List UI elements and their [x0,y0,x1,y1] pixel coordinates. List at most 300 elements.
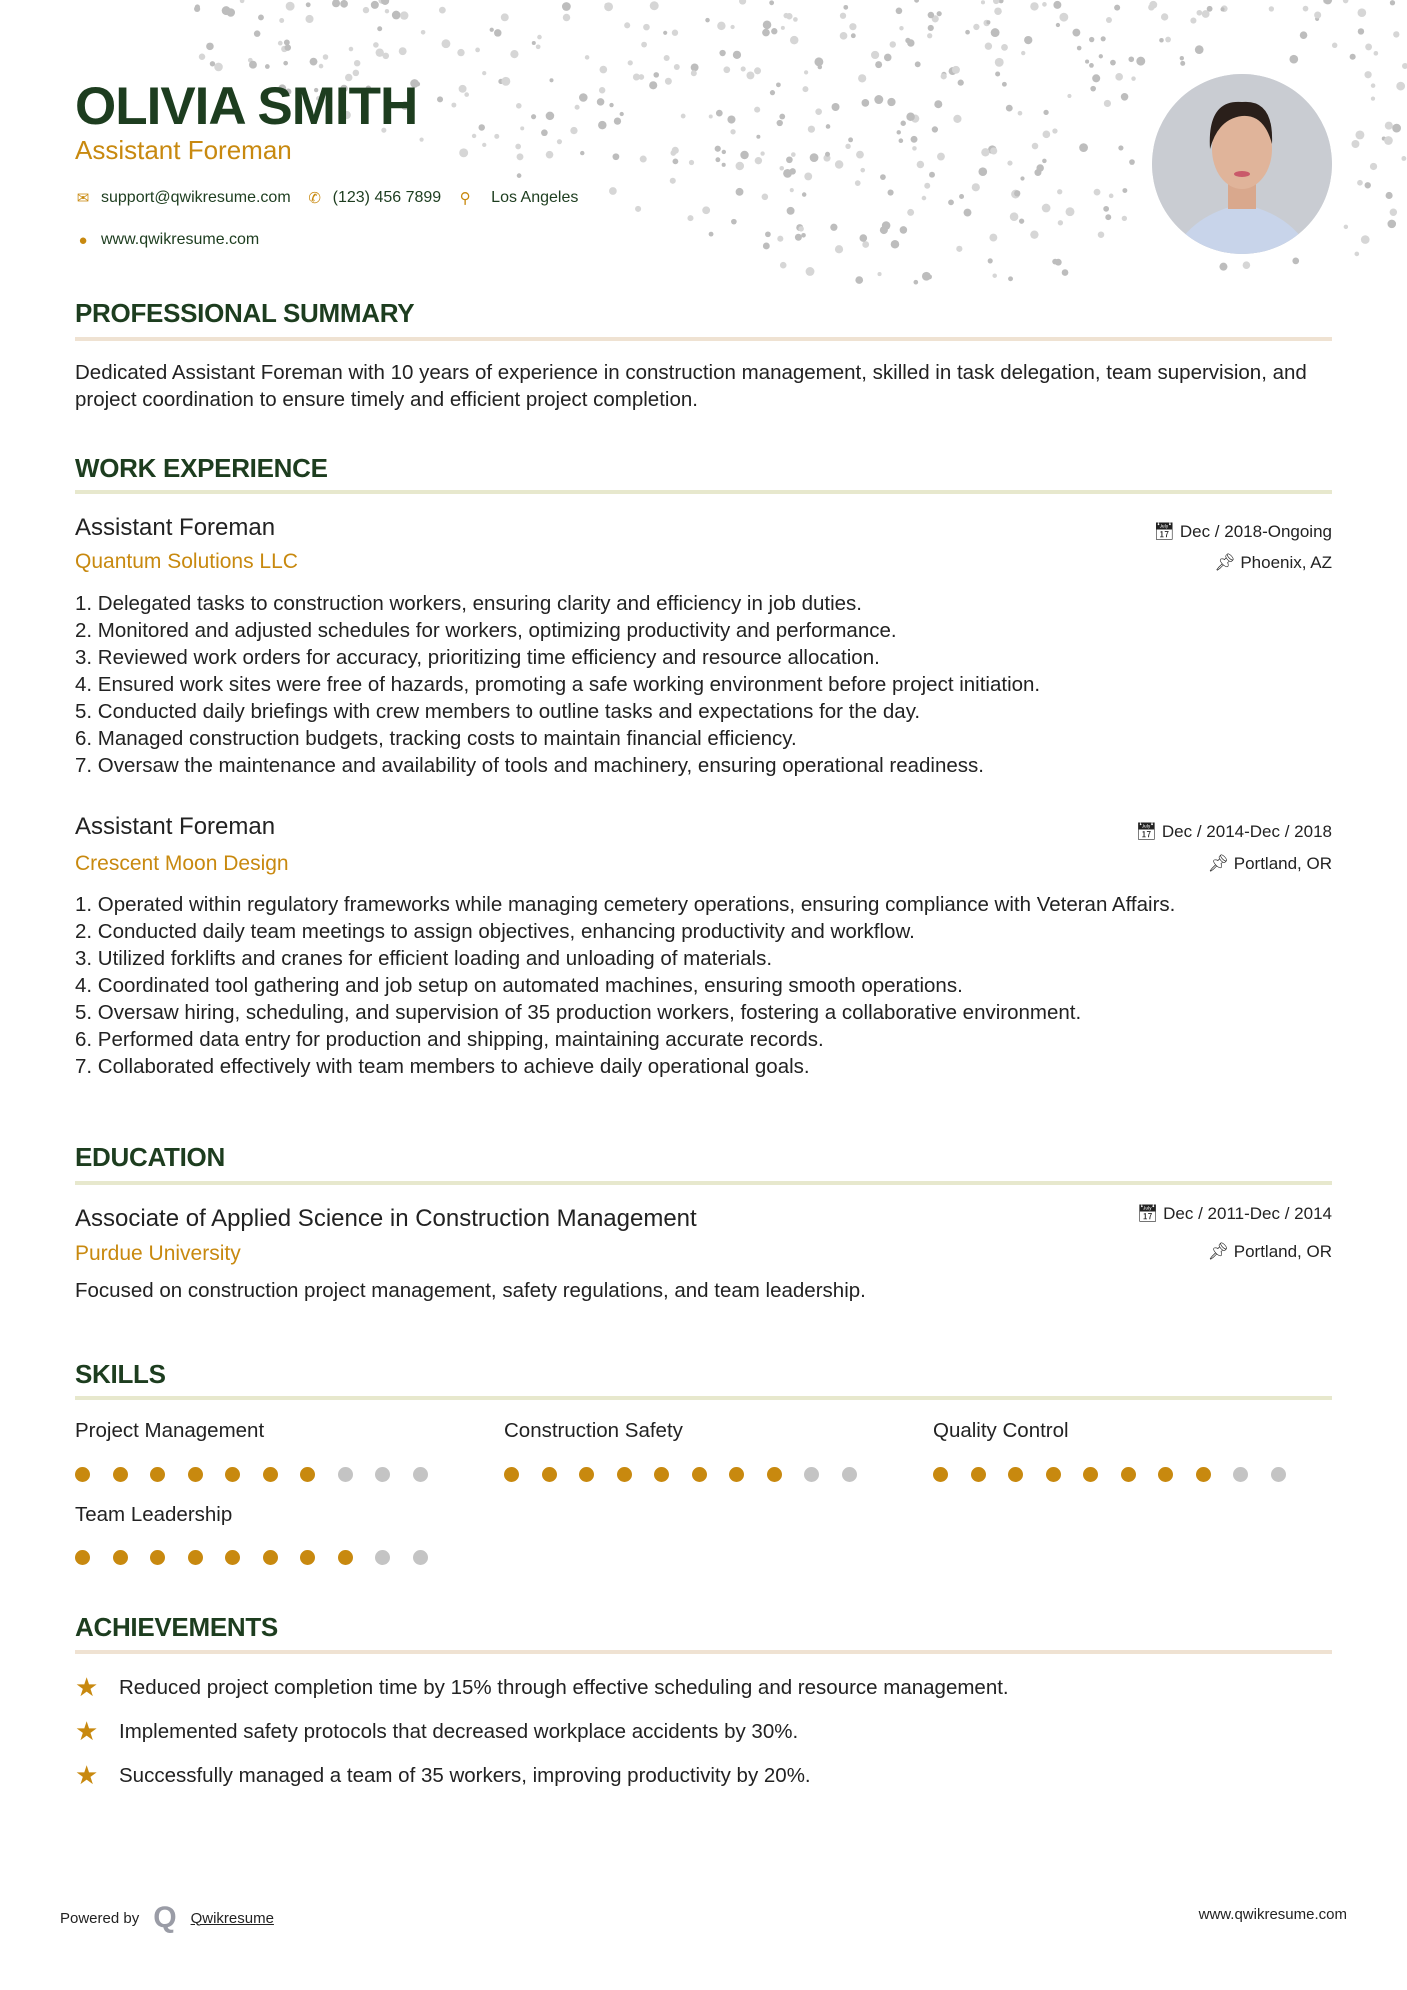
pattern-dot [899,26,903,30]
rating-dot-filled [654,1467,669,1482]
pattern-dot [1303,6,1309,12]
pattern-dot [1067,94,1071,98]
pattern-dot [214,63,223,72]
pattern-dot [354,60,360,66]
pattern-dot [832,103,840,111]
pattern-dot [815,108,822,115]
pattern-dot [990,147,997,154]
rating-dot-filled [542,1467,557,1482]
pattern-dot [1300,31,1308,39]
pattern-dot [510,50,518,58]
pattern-dot [1115,73,1123,81]
pattern-dot [730,129,735,134]
pattern-dot [340,0,348,8]
pattern-dot [896,7,903,14]
pattern-dot [613,153,620,160]
pattern-dot [791,152,796,157]
location-icon: ⚲ [459,190,471,207]
pattern-dot [1136,57,1145,66]
pattern-dot [1072,29,1080,37]
skill-name: Quality Control [933,1419,1069,1442]
rating-dot-filled [300,1550,315,1565]
pattern-dot [1110,60,1116,66]
pattern-dot [1042,159,1046,163]
brand-link[interactable]: Qwikresume [190,1909,274,1927]
pattern-dot [899,138,904,143]
list-item: 3. Reviewed work orders for accuracy, prioritizing time efficiency and resource allocation. [75,646,880,669]
pattern-dot [740,151,748,159]
pattern-dot [802,86,808,92]
rating-dot-filled [113,1467,128,1482]
list-item: 2. Monitored and adjusted schedules for workers, optimizing productivity and performance. [75,619,897,642]
pattern-dot [1062,269,1069,276]
pattern-dot [490,28,494,32]
pattern-dot [254,30,261,37]
pattern-dot [665,78,672,85]
pattern-dot [650,1,659,10]
pattern-dot [664,55,670,61]
pattern-dot [536,44,541,49]
rating-dot-empty [413,1550,428,1565]
pattern-dot [986,20,990,24]
pattern-dot [575,105,580,110]
pattern-dot [1202,10,1210,18]
pattern-dot [373,42,379,48]
pattern-dot [1390,0,1395,5]
pattern-dot [719,50,725,56]
list-item: 4. Coordinated tool gathering and job setup on automated machines, ensuring smooth operations. [75,974,963,997]
job-location [1214,553,1332,573]
skill-name: Construction Safety [504,1419,683,1442]
pattern-dot [1043,131,1051,139]
pattern-dot [887,98,895,106]
rating-dot-filled [1196,1467,1211,1482]
pattern-dot [1159,38,1164,43]
pattern-dot [723,66,730,73]
pattern-dot [1002,82,1007,87]
pattern-dot [1343,0,1349,3]
pattern-dot [670,178,676,184]
pattern-dot [371,1,379,9]
pattern-dot [1344,225,1348,229]
list-item: 7. Collaborated effectively with team members to achieve daily operational goals. [75,1055,810,1078]
pattern-dot [840,13,846,19]
pattern-dot [770,90,775,95]
pattern-dot [927,33,932,38]
pattern-dot [687,215,693,221]
qwikresume-logo-icon: Q [153,1901,177,1934]
pattern-dot [226,8,235,17]
pattern-dot [733,51,741,59]
achievement-text: Implemented safety protocols that decreased workplace accidents by 30%. [119,1719,799,1743]
pattern-dot [1010,212,1019,221]
pattern-dot [1079,143,1088,152]
footer-powered [60,1903,274,1933]
rating-dot-empty [413,1467,428,1482]
skill-name: Team Leadership [75,1503,233,1526]
rating-dot-filled [971,1467,986,1482]
pattern-dot [1106,17,1112,23]
pattern-dot [1401,156,1406,161]
pattern-dot [377,26,382,31]
rating-dot-filled [225,1550,240,1565]
section-heading-education: EDUCATION [75,1142,225,1172]
pattern-dot [1121,93,1129,101]
pattern-dot [604,2,613,11]
pattern-dot [285,44,291,50]
pattern-dot [249,61,257,69]
job-location-text: Portland, OR [1233,854,1332,873]
pattern-dot [1058,220,1063,225]
calendar-icon: 📅︎ [1136,1204,1164,1223]
pattern-dot [1103,206,1109,212]
pattern-dot [451,103,456,108]
section-heading-skills: SKILLS [75,1359,166,1389]
pattern-dot [1149,1,1157,9]
job-date [1154,522,1332,542]
achievement-item [75,1760,811,1791]
pattern-dot [992,273,996,277]
pin-icon: 📌︎ [1207,1242,1234,1261]
pattern-dot [874,95,883,104]
footer-website[interactable]: www.qwikresume.com [1198,1906,1347,1923]
list-item: 3. Utilized forklifts and cranes for efficient loading and unloading of materials. [75,947,773,970]
rating-dot-filled [300,1467,315,1482]
list-item: 5. Oversaw hiring, scheduling, and supervision of 35 production workers, fostering a collaborative environment. [75,1001,1082,1024]
pattern-dot [1390,208,1397,215]
pattern-dot [641,42,647,48]
pin-icon: 📌︎ [1214,553,1241,572]
pattern-dot [845,144,850,149]
pattern-dot [1129,159,1135,165]
pattern-dot [1020,176,1024,180]
pattern-dot [1292,258,1299,265]
website-row [75,231,259,249]
pattern-dot [563,14,570,21]
list-item: 6. Performed data entry for production and shipping, maintaining accurate records. [75,1028,824,1051]
pattern-dot [1019,219,1024,224]
education-date [1137,1204,1332,1224]
pattern-dot [736,162,745,171]
pattern-dot [691,64,699,72]
pattern-dot [1014,190,1020,196]
pattern-dot [1365,182,1371,188]
pattern-dot [1122,216,1127,221]
pattern-dot [730,25,734,29]
pattern-dot [1104,100,1111,107]
pattern-dot [628,60,633,65]
pin-icon: 📌︎ [1207,854,1234,873]
pattern-dot [419,137,423,141]
pattern-dot [609,187,617,195]
pattern-dot [790,36,798,44]
divider [75,337,1332,341]
pattern-dot [515,144,521,150]
pattern-dot [1365,43,1372,50]
rating-dot-filled [1158,1467,1173,1482]
pattern-dot [457,49,464,56]
pattern-dot [1220,7,1224,11]
list-item: 5. Conducted daily briefings with crew members to outline tasks and expectations for the day. [75,700,921,723]
pattern-dot [194,6,200,12]
list-item: 2. Conducted daily team meetings to assign objectives, enhancing productivity and workflow. [75,920,915,943]
pattern-dot [722,150,726,154]
pattern-dot [763,21,772,30]
pattern-dot [890,41,896,47]
pattern-dot [958,80,964,86]
pattern-dot [1118,145,1123,150]
pattern-dot [323,54,329,60]
rating-dot-empty [338,1467,353,1482]
pattern-dot [520,126,524,130]
pattern-dot [741,66,746,71]
pattern-dot [1384,136,1393,145]
candidate-name: OLIVIA SMITH [75,77,418,136]
pattern-dot [780,262,787,269]
website-link[interactable]: www.qwikresume.com [101,231,260,248]
skill-rating [75,1550,428,1565]
pattern-dot [1122,188,1127,193]
pattern-dot [972,183,980,191]
pattern-dot [754,107,760,113]
pattern-dot [736,188,744,196]
pattern-dot [1358,8,1367,17]
job-bullets [75,891,1332,1080]
pattern-dot [1018,111,1023,116]
pattern-dot [907,209,914,216]
rating-dot-filled [75,1550,90,1565]
pattern-dot [278,41,283,46]
job-bullets [75,590,1332,779]
pattern-dot [995,58,1004,67]
email-link[interactable]: support@qwikresume.com [101,189,291,206]
pattern-dot [1092,74,1100,82]
rating-dot-empty [1271,1467,1286,1482]
pattern-dot [715,157,720,162]
pattern-dot [1371,96,1375,100]
rating-dot-filled [933,1467,948,1482]
pattern-dot [941,73,947,79]
pattern-dot [787,207,795,215]
pattern-dot [755,157,762,164]
pattern-dot [801,233,806,238]
pattern-dot [549,78,553,82]
pattern-dot [937,153,945,161]
pattern-dot [786,13,792,19]
pattern-dot [494,134,499,139]
pattern-dot [835,245,843,253]
pattern-dot [781,26,785,30]
pattern-dot [1001,44,1008,51]
star-icon: ★ [75,1760,99,1790]
pattern-dot [905,38,910,43]
pattern-dot [1195,45,1204,54]
pattern-dot [897,130,901,134]
list-item: 7. Oversaw the maintenance and availability of tools and machinery, ensuring operational readiness. [75,754,984,777]
pattern-dot [1085,60,1089,64]
pattern-dot [1355,130,1364,139]
pattern-dot [877,272,881,276]
job-company: Crescent Moon Design [75,852,289,875]
achievement-text: Reduced project completion time by 15% through effective scheduling and resource management. [119,1675,1009,1699]
rating-dot-filled [150,1550,165,1565]
education-description: Focused on construction project management, safety regulations, and team leadership. [75,1279,866,1302]
rating-dot-filled [1046,1467,1061,1482]
pattern-dot [763,243,770,250]
pattern-dot [376,48,384,56]
pattern-dot [599,87,605,93]
pattern-dot [332,0,340,7]
rating-dot-filled [1121,1467,1136,1482]
pattern-dot [649,81,657,89]
pattern-dot [516,103,522,109]
pattern-dot [875,61,882,68]
pattern-dot [674,64,680,70]
pattern-dot [385,9,389,13]
pattern-dot [756,135,760,139]
phone-icon: ✆ [308,190,321,207]
pattern-dot [862,241,869,248]
pattern-dot [1109,194,1114,199]
pattern-dot [932,126,938,132]
pattern-dot [1385,122,1393,130]
pattern-dot [1094,189,1101,196]
job-date [1136,822,1332,842]
calendar-icon: 📅︎ [1135,822,1162,841]
pattern-dot [716,110,723,117]
pattern-dot [779,114,785,120]
pattern-dot [995,71,1000,76]
education-date-text: Dec / 2011-Dec / 2014 [1163,1204,1332,1223]
rating-dot-filled [75,1467,90,1482]
pattern-dot [762,29,770,37]
list-item: 1. Delegated tasks to construction workers, ensuring clarity and efficiency in job duties. [75,592,862,615]
pattern-dot [891,240,900,249]
job-title: Assistant Foreman [75,514,276,541]
divider [75,1181,1332,1185]
pattern-dot [789,168,795,174]
pattern-dot [1052,128,1057,133]
pattern-dot [929,172,935,178]
rating-dot-empty [842,1467,857,1482]
pattern-dot [258,15,264,21]
rating-dot-empty [375,1467,390,1482]
rating-dot-filled [338,1550,353,1565]
pattern-dot [858,74,866,82]
pattern-dot [672,147,679,154]
pattern-dot [210,61,215,66]
pattern-dot [349,47,354,52]
location-text: Los Angeles [491,189,579,206]
pattern-dot [855,276,863,284]
pattern-dot [1197,10,1203,16]
pattern-dot [937,11,942,16]
pattern-dot [306,2,311,7]
pattern-dot [1361,235,1370,244]
pattern-dot [1289,55,1298,64]
pattern-dot [798,226,803,231]
achievement-text: Successfully managed a team of 35 workers, improving productivity by 20%. [119,1763,811,1787]
pattern-dot [953,115,961,123]
pattern-dot [1357,180,1363,186]
pattern-dot [557,139,562,144]
pattern-dot [754,67,761,74]
pattern-dot [922,272,931,281]
pattern-dot [915,61,921,67]
pattern-dot [672,30,678,36]
pattern-dot [859,234,867,242]
pattern-dot [1056,23,1060,27]
pattern-dot [849,23,856,30]
pattern-dot [437,96,443,102]
pattern-dot [283,61,288,66]
pattern-dot [597,98,605,106]
pattern-dot [1089,37,1094,42]
pattern-dot [835,160,843,168]
section-heading-work: WORK EXPERIENCE [75,453,328,483]
pattern-dot [1387,220,1396,229]
pattern-dot [691,70,697,76]
rating-dot-empty [804,1467,819,1482]
pattern-dot [1030,2,1038,10]
pattern-dot [600,66,608,74]
pattern-dot [1114,5,1120,11]
pattern-dot [392,11,401,20]
rating-dot-filled [1008,1467,1023,1482]
pattern-dot [843,5,848,10]
rating-dot-filled [150,1467,165,1482]
job-title: Assistant Foreman [75,813,276,840]
pattern-dot [991,28,1000,37]
pattern-dot [1006,105,1013,112]
pattern-dot [771,28,777,34]
education-location [1207,1242,1332,1262]
pattern-dot [1364,71,1371,78]
email-icon: ✉ [76,190,90,207]
rating-dot-filled [188,1467,203,1482]
pattern-dot [928,12,934,18]
pattern-dot [1180,56,1184,60]
pattern-dot [310,58,318,66]
education-location-text: Portland, OR [1233,1242,1332,1261]
pattern-dot [475,48,480,53]
pattern-dot [1219,263,1227,271]
pattern-dot [532,41,536,45]
pattern-dot [964,209,972,217]
pattern-dot [1161,13,1168,20]
pattern-dot [1089,63,1094,68]
pattern-dot [880,226,888,234]
pattern-dot [472,134,476,138]
pattern-dot [814,57,823,66]
pattern-dot [1180,61,1185,66]
pattern-dot [906,112,915,121]
pattern-dot [482,71,486,75]
pattern-dot [1354,252,1359,257]
pattern-dot [830,224,837,231]
pattern-dot [826,124,831,129]
pattern-dot [862,99,870,107]
pattern-dot [1024,36,1032,44]
pattern-dot [802,192,807,197]
pattern-dot [777,120,783,126]
pattern-dot [769,0,774,5]
phone-text: (123) 456 7899 [332,189,442,206]
achievement-item [75,1672,1009,1703]
pattern-dot [851,33,856,38]
pattern-dot [959,194,964,199]
pattern-dot [776,82,781,87]
